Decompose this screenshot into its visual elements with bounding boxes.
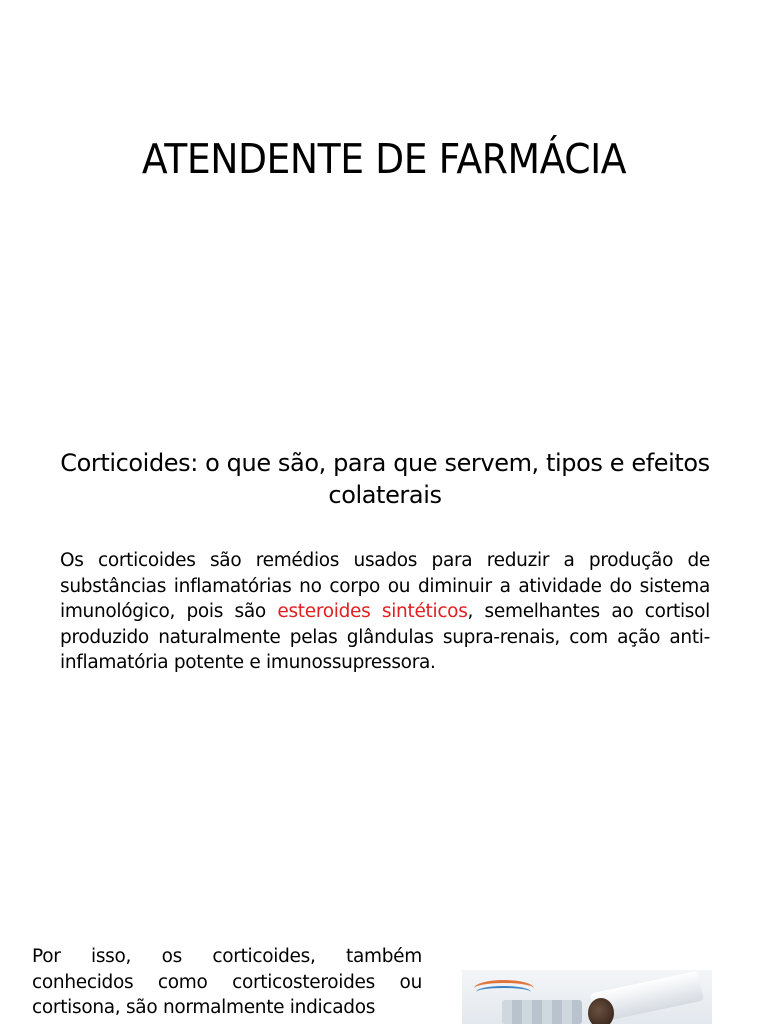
slide-title: ATENDENTE DE FARMÁCIA (141, 135, 627, 183)
paragraph-text-start: Os corticoides são remédios usados para reduzir a produção de substâncias inflamatórias no corpo ou diminuir a atividade do sistema imunológico, pois são (60, 550, 710, 622)
logo-swoosh-blue (476, 986, 531, 998)
bottle-cap (588, 998, 614, 1024)
blister-pack (502, 1000, 582, 1024)
highlighted-term: esteroides sintéticos (277, 601, 468, 622)
body-paragraph (60, 548, 710, 676)
paragraph-text-end: , semelhantes ao cortisol produzido naturalmente pelas glândulas supra-renais, com ação anti-inflamatória potente e imunossupressora. (60, 601, 710, 673)
next-slide-paragraph: Por isso, os corticoides, também conhecidos como corticosteroides ou cortisona, são normalmente indicados (32, 946, 422, 1018)
medication-photo (462, 970, 712, 1024)
slide-subtitle: Corticoides: o que são, para que servem, tipos e efeitos colaterais (60, 449, 710, 509)
